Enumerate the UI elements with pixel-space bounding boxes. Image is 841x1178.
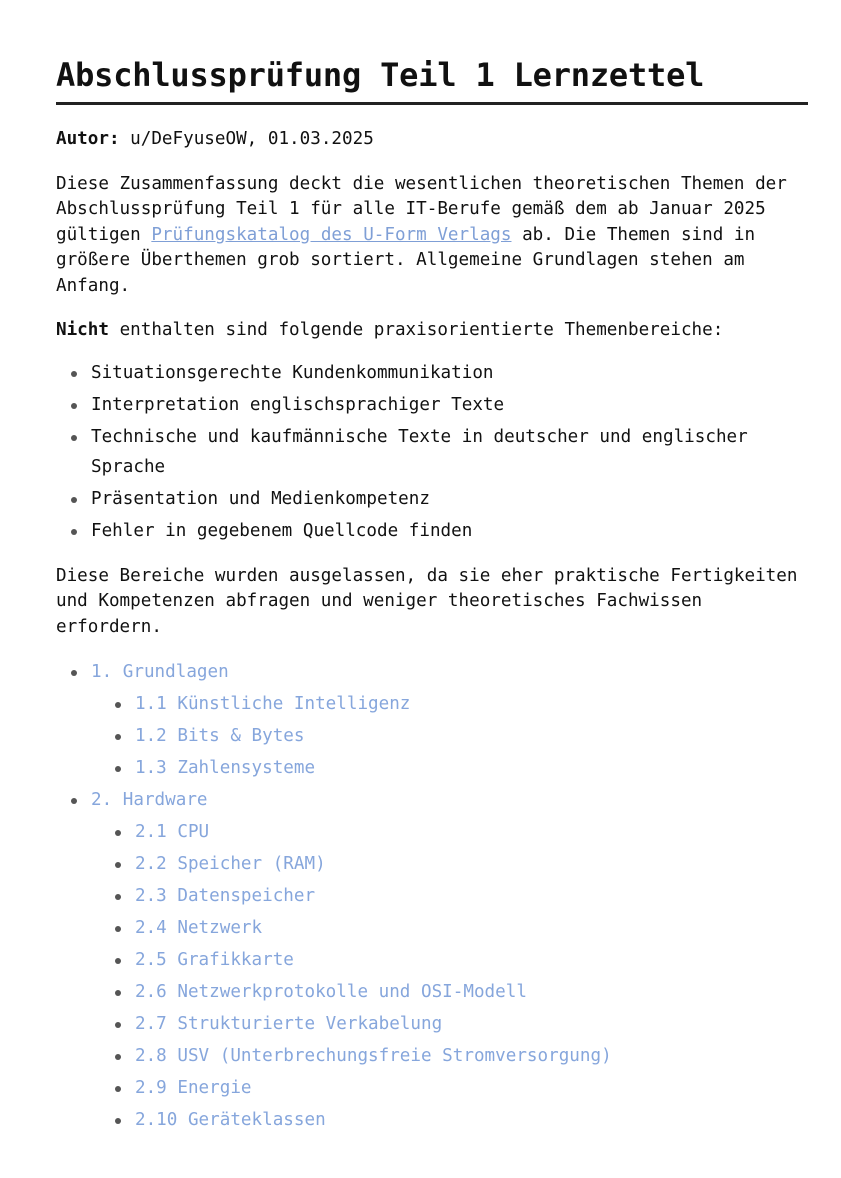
toc-link[interactable]: 1.2 Bits & Bytes: [135, 726, 305, 746]
toc-item: [135, 976, 807, 1008]
intro-paragraph: [56, 172, 808, 300]
toc-item: [135, 1040, 807, 1072]
list-item: [91, 484, 771, 514]
title-divider: [56, 102, 808, 105]
excluded-intro: [56, 318, 808, 344]
toc-item: [135, 1104, 807, 1136]
pruefungskatalog-link[interactable]: Prüfungskatalog des U-Form Verlags: [151, 224, 512, 245]
bullet-icon: [71, 670, 77, 676]
bullet-icon: [115, 1054, 121, 1060]
toc-link[interactable]: 2. Hardware: [91, 790, 208, 810]
author-label: Autor:: [56, 129, 120, 149]
toc-item: [135, 1072, 807, 1104]
bullet-icon: [115, 766, 121, 772]
author-value: u/DeFyuseOW, 01.03.2025: [130, 129, 374, 149]
toc-link[interactable]: 1. Grundlagen: [91, 662, 229, 682]
toc-item: [135, 688, 807, 720]
excluded-intro-text: enthalten sind folgende praxisorientierte Themenbereiche:: [119, 320, 724, 340]
toc-item: [135, 720, 807, 752]
toc-section-hardware: [56, 784, 807, 1136]
bullet-icon: [115, 702, 121, 708]
bullet-icon: [71, 435, 77, 441]
list-item-text: Technische und kaufmännische Texte in deutscher und englischer Sprache: [91, 426, 748, 477]
list-item-text: Situationsgerechte Kundenkommunikation: [91, 362, 494, 383]
toc-item: [91, 656, 807, 688]
toc-link[interactable]: 2.9 Energie: [135, 1078, 252, 1098]
bullet-icon: [115, 990, 121, 996]
exclusion-reason: Diese Bereiche wurden ausgelassen, da sie eher praktische Fertigkeiten und Kompetenzen abfragen und weniger theoretisches Fachwissen erfordern.: [56, 565, 798, 637]
toc-sublist: [91, 688, 807, 784]
toc-item: [135, 848, 807, 880]
list-item-text: Interpretation englischsprachiger Texte: [91, 394, 505, 415]
toc-link[interactable]: 1.1 Künstliche Intelligenz: [135, 694, 411, 714]
toc-link[interactable]: 2.6 Netzwerkprotokolle und OSI-Modell: [135, 982, 527, 1002]
bullet-icon: [71, 403, 77, 409]
toc-link[interactable]: 2.8 USV (Unterbrechungsfreie Stromversorgung): [135, 1046, 612, 1066]
toc-link[interactable]: 1.3 Zahlensysteme: [135, 758, 316, 778]
toc-item: [135, 1008, 807, 1040]
bullet-icon: [71, 798, 77, 804]
toc-item: [135, 816, 807, 848]
toc-link[interactable]: 2.5 Grafikkarte: [135, 950, 294, 970]
toc-link[interactable]: 2.3 Datenspeicher: [135, 886, 316, 906]
toc-item: [135, 752, 807, 784]
list-item-text: Fehler in gegebenem Quellcode finden: [91, 520, 473, 541]
table-of-contents: [56, 656, 807, 1136]
bullet-icon: [115, 830, 121, 836]
toc-sublist: [91, 816, 807, 1136]
bullet-icon: [71, 371, 77, 377]
list-item: [91, 358, 771, 388]
list-item: [91, 516, 771, 546]
nicht-bold: Nicht: [56, 320, 109, 340]
excluded-topics-list: [56, 358, 771, 546]
list-item: [91, 422, 771, 482]
intro-text-start: Diese Zusammenfassung deckt die wesentlichen theoretischen Themen der Abschlussprüfung Teil 1 für alle IT-Berufe gemäß dem ab Januar 2025 gültigen: [56, 173, 787, 245]
toc-item: [135, 944, 807, 976]
toc-item: [91, 784, 807, 816]
bullet-icon: [115, 862, 121, 868]
bullet-icon: [115, 894, 121, 900]
author-line: [56, 127, 808, 153]
list-item: [91, 390, 771, 420]
toc-link[interactable]: 2.10 Geräteklassen: [135, 1110, 326, 1130]
bullet-icon: [71, 497, 77, 503]
bullet-icon: [115, 1118, 121, 1124]
bullet-icon: [115, 734, 121, 740]
toc-section-grundlagen: [56, 656, 807, 784]
toc-link[interactable]: 2.1 CPU: [135, 822, 210, 842]
bullet-icon: [115, 958, 121, 964]
intro-text-end: ab. Die Themen sind in größere Überthemen grob sortiert. Allgemeine Grundlagen stehen am Anfang.: [56, 224, 756, 296]
toc-link[interactable]: 2.7 Strukturierte Verkabelung: [135, 1014, 443, 1034]
toc-item: [135, 880, 807, 912]
list-item-text: Präsentation und Medienkompetenz: [91, 488, 430, 509]
bullet-icon: [115, 926, 121, 932]
bullet-icon: [115, 1022, 121, 1028]
page-title: Abschlussprüfung Teil 1 Lernzettel: [56, 56, 705, 94]
bullet-icon: [115, 1086, 121, 1092]
toc-item: [135, 912, 807, 944]
bullet-icon: [71, 529, 77, 535]
toc-link[interactable]: 2.2 Speicher (RAM): [135, 854, 326, 874]
toc-link[interactable]: 2.4 Netzwerk: [135, 918, 263, 938]
